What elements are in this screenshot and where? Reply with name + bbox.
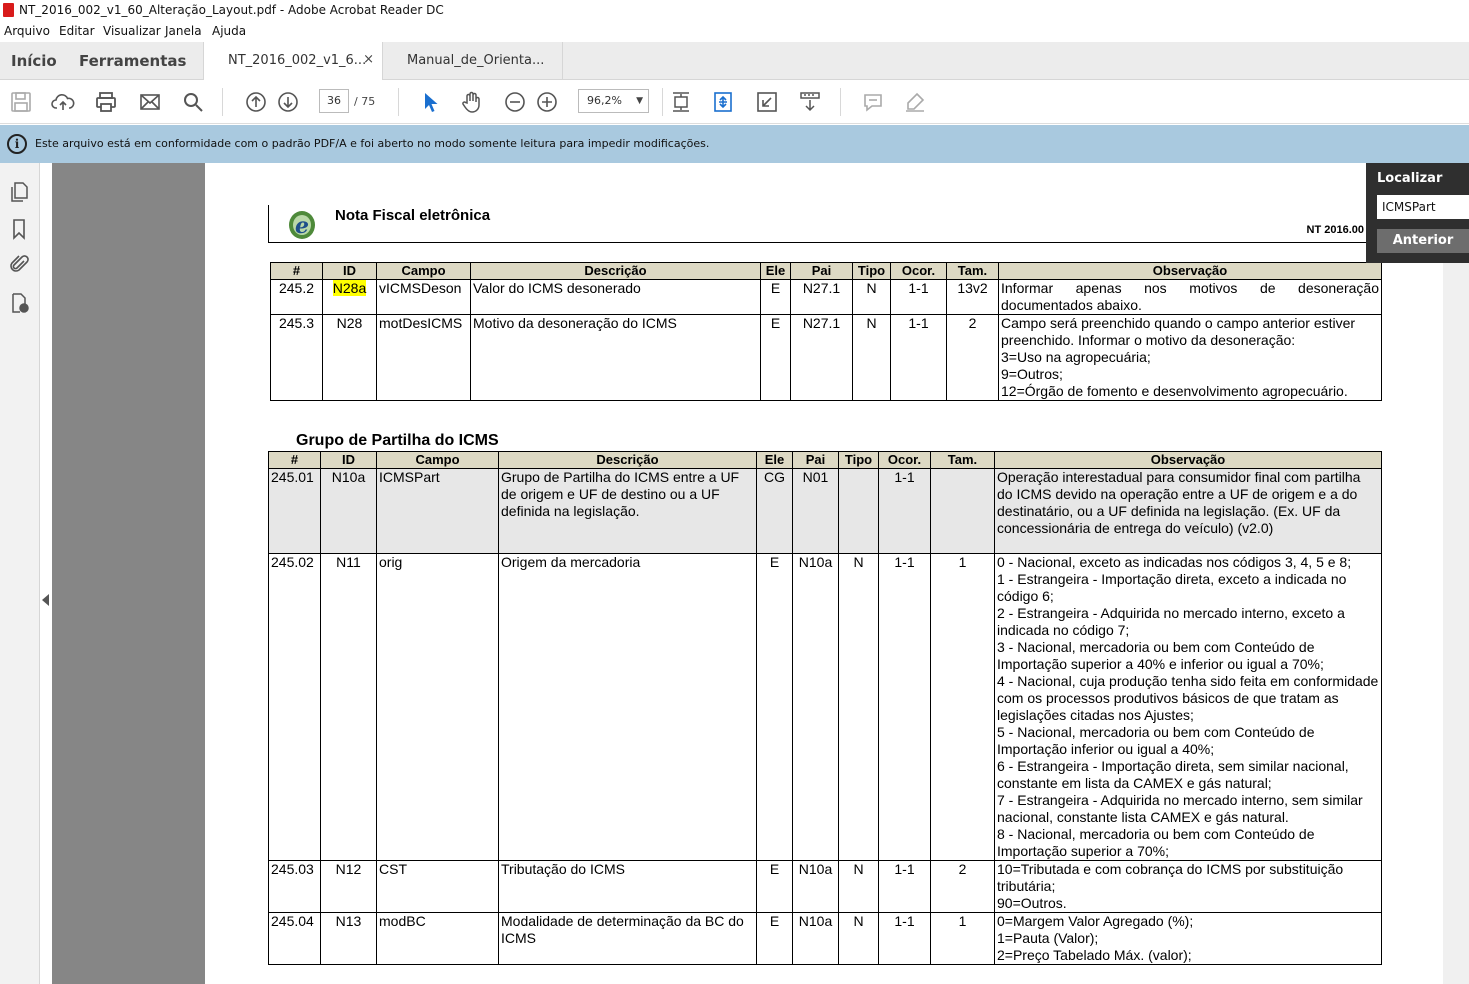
page-total: / 75 <box>354 95 376 108</box>
obs-line: Campo será preenchido quando o campo anterior estiver preenchido. Informar o motivo da desoneração: <box>1001 315 1356 348</box>
obs-line: 6 - Estrangeira - Importação direta, sem similar nacional, constante em lista da CAMEX e gás natural; <box>997 758 1349 791</box>
cell-obs <box>995 469 1382 554</box>
find-title: Localizar <box>1377 171 1443 186</box>
cell-desc: Origem da mercadoria <box>499 554 757 861</box>
cell-ele: E <box>757 861 793 913</box>
menu-bar <box>0 22 1469 42</box>
obs-line: 0 - Nacional, exceto as indicadas nos códigos 3, 4, 5 e 8; <box>997 554 1352 570</box>
title-bar <box>0 0 1469 22</box>
fields-table-1 <box>270 262 1382 401</box>
obs-line: 5 - Nacional, mercadoria ou bem com Conteúdo de Importação inferior ou igual a 40%; <box>997 724 1315 757</box>
menu-editar[interactable]: Editar <box>59 24 95 38</box>
cell-ele: E <box>757 913 793 965</box>
cell-desc: Grupo de Partilha do ICMS entre a UF de origem e UF de destino ou a UF definida na legislação. <box>499 469 757 554</box>
document-properties-icon[interactable] <box>7 291 31 315</box>
cell-desc: Tributação do ICMS <box>499 861 757 913</box>
col-header: Pai <box>791 263 853 280</box>
obs-line: 90=Outros. <box>997 895 1067 911</box>
obs-line: 10=Tributada e com cobrança do ICMS por substituição tributária; <box>997 861 1344 894</box>
pages-thumbnails-icon[interactable] <box>7 180 31 204</box>
cell-tam: 2 <box>931 861 995 913</box>
bookmark-icon[interactable] <box>7 217 31 241</box>
col-header: Tipo <box>853 263 891 280</box>
table-row <box>269 861 1382 913</box>
cell-tam: 1 <box>931 913 995 965</box>
cell-ele: E <box>761 315 791 401</box>
cell-num: 245.2 <box>271 280 323 315</box>
document-header-title: Nota Fiscal eletrônica <box>335 207 491 224</box>
doc-tab-label: Manual_de_Orienta... <box>407 53 545 68</box>
cloud-upload-icon[interactable] <box>51 90 75 114</box>
obs-line: 7 - Estrangeira - Adquirida no mercado interno, sem similar nacional, constante lista CAMEX e gás natural. <box>997 792 1363 825</box>
col-header: Observação <box>999 263 1382 280</box>
cell-pai: N10a <box>793 913 839 965</box>
obs-line: Informar apenas nos motivos de desoneração documentados abaixo. <box>1001 280 1379 313</box>
cell-ele: E <box>757 554 793 861</box>
expand-icon[interactable] <box>755 90 779 114</box>
email-icon[interactable] <box>138 90 162 114</box>
obs-line: 8 - Nacional, mercadoria ou bem com Conteúdo de Importação superior a 70%; <box>997 826 1315 859</box>
col-header: Pai <box>793 452 839 469</box>
save-icon[interactable] <box>9 90 33 114</box>
cell-campo: ICMSPart <box>377 469 499 554</box>
cell-num: 245.01 <box>269 469 321 554</box>
info-message: Este arquivo está em conformidade com o padrão PDF/A e foi aberto no modo somente leitura para impedir modificações. <box>35 137 710 150</box>
cell-tam <box>931 469 995 554</box>
obs-line: 4 - Nacional, cuja produção tenha sido feita em conformidade com os processos produtivos básicos de que tratam as legislações citadas nos Ajustes; <box>997 673 1379 723</box>
menu-visualizar[interactable]: Visualizar <box>103 24 161 38</box>
cell-ocor: 1-1 <box>879 554 931 861</box>
obs-line: 9=Outros; <box>1001 366 1063 382</box>
obs-line: Operação interestadual para consumidor final com partilha do ICMS devido na operação entre a UF de origem e a do destinatário, ou a UF definida na legislação. (Ex. UF da concessionária de entrega do veículo) (v2.0) <box>997 469 1361 536</box>
full-screen-icon[interactable] <box>711 90 735 114</box>
col-header: Tam. <box>931 452 995 469</box>
cell-id: N11 <box>321 554 377 861</box>
cell-tipo: N <box>839 861 879 913</box>
col-header: Tam. <box>947 263 999 280</box>
cell-campo: orig <box>377 554 499 861</box>
cell-campo: modBC <box>377 913 499 965</box>
cell-ocor: 1-1 <box>891 315 947 401</box>
cell-tipo: N <box>839 913 879 965</box>
cell-id: N12 <box>321 861 377 913</box>
cell-obs <box>995 913 1382 965</box>
menu-arquivo[interactable]: Arquivo <box>4 24 50 38</box>
table-row <box>269 554 1382 861</box>
doc-tab-manual[interactable] <box>383 42 563 80</box>
cell-tam: 13v2 <box>947 280 999 315</box>
table-row <box>269 469 1382 554</box>
col-header: ID <box>323 263 377 280</box>
cell-ocor: 1-1 <box>879 469 931 554</box>
cell-obs <box>995 554 1382 861</box>
group-title: Grupo de Partilha do ICMS <box>296 432 499 449</box>
tab-ferramentas[interactable]: Ferramentas <box>79 52 187 70</box>
cell-id: N10a <box>321 469 377 554</box>
window-title: NT_2016_002_v1_60_Alteração_Layout.pdf - Adobe Acrobat Reader DC <box>19 3 444 17</box>
col-header: # <box>269 452 321 469</box>
left-rail <box>0 163 40 984</box>
zoom-in-icon[interactable] <box>535 90 559 114</box>
obs-line: 1 - Estrangeira - Importação direta, exceto a indicada no código 6; <box>997 571 1347 604</box>
info-icon: i <box>7 134 27 154</box>
document-header-nt: NT 2016.00 <box>1306 224 1364 236</box>
select-cursor-icon[interactable] <box>418 90 442 114</box>
fit-page-icon[interactable] <box>669 90 693 114</box>
zoom-dropdown[interactable] <box>578 89 649 113</box>
tab-bar <box>0 42 1469 80</box>
page-number-input[interactable]: 36 <box>319 89 349 113</box>
col-header: Campo <box>377 263 471 280</box>
cell-desc: Motivo da desoneração do ICMS <box>471 315 761 401</box>
tab-inicio[interactable]: Início <box>11 52 57 70</box>
acrobat-pdf-icon <box>3 3 14 17</box>
col-header: Tipo <box>839 452 879 469</box>
cell-tipo <box>839 469 879 554</box>
menu-ajuda[interactable]: Ajuda <box>212 24 247 38</box>
menu-janela[interactable]: Janela <box>165 24 202 38</box>
obs-line: 12=Órgão de fomento e desenvolvimento agropecuário. <box>1001 383 1348 399</box>
col-header: Ele <box>761 263 791 280</box>
cell-ocor: 1-1 <box>879 861 931 913</box>
cell-num: 245.02 <box>269 554 321 861</box>
cell-id: N28 <box>323 315 377 401</box>
find-input[interactable]: ICMSPart <box>1377 195 1469 219</box>
doc-tab-active[interactable] <box>203 42 383 80</box>
hand-tool-icon[interactable] <box>459 90 483 114</box>
col-header: Ele <box>757 452 793 469</box>
cell-campo: vICMSDeson <box>377 280 471 315</box>
obs-line: 2 - Estrangeira - Adquirida no mercado interno, exceto a indicada no código 7; <box>997 605 1345 638</box>
cell-pai: N27.1 <box>791 315 853 401</box>
pdfa-info-bar <box>0 125 1469 163</box>
cell-obs <box>999 280 1382 315</box>
cell-num: 245.3 <box>271 315 323 401</box>
col-header: # <box>271 263 323 280</box>
attachment-icon[interactable] <box>7 253 31 277</box>
find-previous-button[interactable]: Anterior <box>1377 229 1469 253</box>
cell-pai: N10a <box>793 861 839 913</box>
zoom-out-icon[interactable] <box>503 90 527 114</box>
col-header: Campo <box>377 452 499 469</box>
cell-ocor: 1-1 <box>879 913 931 965</box>
col-header: Descrição <box>499 452 757 469</box>
cell-num: 245.03 <box>269 861 321 913</box>
col-header: Observação <box>995 452 1382 469</box>
col-header: ID <box>321 452 377 469</box>
cell-id: N13 <box>321 913 377 965</box>
cell-id <box>323 280 377 315</box>
search-icon[interactable] <box>181 90 205 114</box>
document-header <box>268 205 1368 243</box>
col-header: Ocor. <box>879 452 931 469</box>
cell-desc: Modalidade de determinação da BC do ICMS <box>499 913 757 965</box>
right-panel-strip <box>1443 163 1469 984</box>
cell-pai: N10a <box>793 554 839 861</box>
highlight-pen-icon[interactable] <box>903 90 927 114</box>
cell-ocor: 1-1 <box>891 280 947 315</box>
find-panel <box>1366 163 1469 263</box>
cell-obs <box>995 861 1382 913</box>
table-row <box>271 315 1382 401</box>
cell-tipo: N <box>853 315 891 401</box>
doc-tab-label: NT_2016_002_v1_6... <box>228 53 367 68</box>
cell-campo: motDesICMS <box>377 315 471 401</box>
cell-tipo: N <box>853 280 891 315</box>
obs-line: 2=Preço Tabelado Máx. (valor); <box>997 947 1192 963</box>
cell-desc: Valor do ICMS desonerado <box>471 280 761 315</box>
cell-tam: 1 <box>931 554 995 861</box>
chevron-down-icon: ▼ <box>636 96 643 106</box>
cell-ele: E <box>761 280 791 315</box>
svg-text:e: e <box>295 213 309 239</box>
cell-tam: 2 <box>947 315 999 401</box>
cell-obs <box>999 315 1382 401</box>
search-highlight: N28a <box>332 280 367 296</box>
close-tab-icon[interactable]: × <box>363 52 374 67</box>
comment-icon[interactable] <box>861 90 885 114</box>
toolbar-separator <box>662 88 663 116</box>
nfe-logo <box>278 205 322 243</box>
cell-pai: N27.1 <box>791 280 853 315</box>
obs-line: 0=Margem Valor Agregado (%); <box>997 913 1194 929</box>
table-row <box>271 280 1382 315</box>
print-icon[interactable] <box>94 90 118 114</box>
col-header: Ocor. <box>891 263 947 280</box>
toolbar-separator <box>840 88 841 116</box>
obs-line: 3 - Nacional, mercadoria ou bem com Conteúdo de Importação superior a 40% e inferior ou igual a 70%; <box>997 639 1324 672</box>
col-header: Descrição <box>471 263 761 280</box>
cell-pai: N01 <box>793 469 839 554</box>
scroll-mode-icon[interactable] <box>798 90 822 114</box>
collapse-panel-icon[interactable] <box>42 594 49 606</box>
obs-line: 1=Pauta (Valor); <box>997 930 1099 946</box>
cell-tipo: N <box>839 554 879 861</box>
toolbar <box>0 80 1469 124</box>
toolbar-separator <box>398 88 399 116</box>
zoom-value: 96,2% <box>587 94 622 107</box>
fields-table-2 <box>268 451 1382 965</box>
previous-page-icon[interactable] <box>244 90 268 114</box>
table-row <box>269 913 1382 965</box>
next-page-icon[interactable] <box>276 90 300 114</box>
toolbar-separator <box>222 88 223 116</box>
cell-campo: CST <box>377 861 499 913</box>
cell-num: 245.04 <box>269 913 321 965</box>
cell-ele: CG <box>757 469 793 554</box>
obs-line: 3=Uso na agropecuária; <box>1001 349 1151 365</box>
